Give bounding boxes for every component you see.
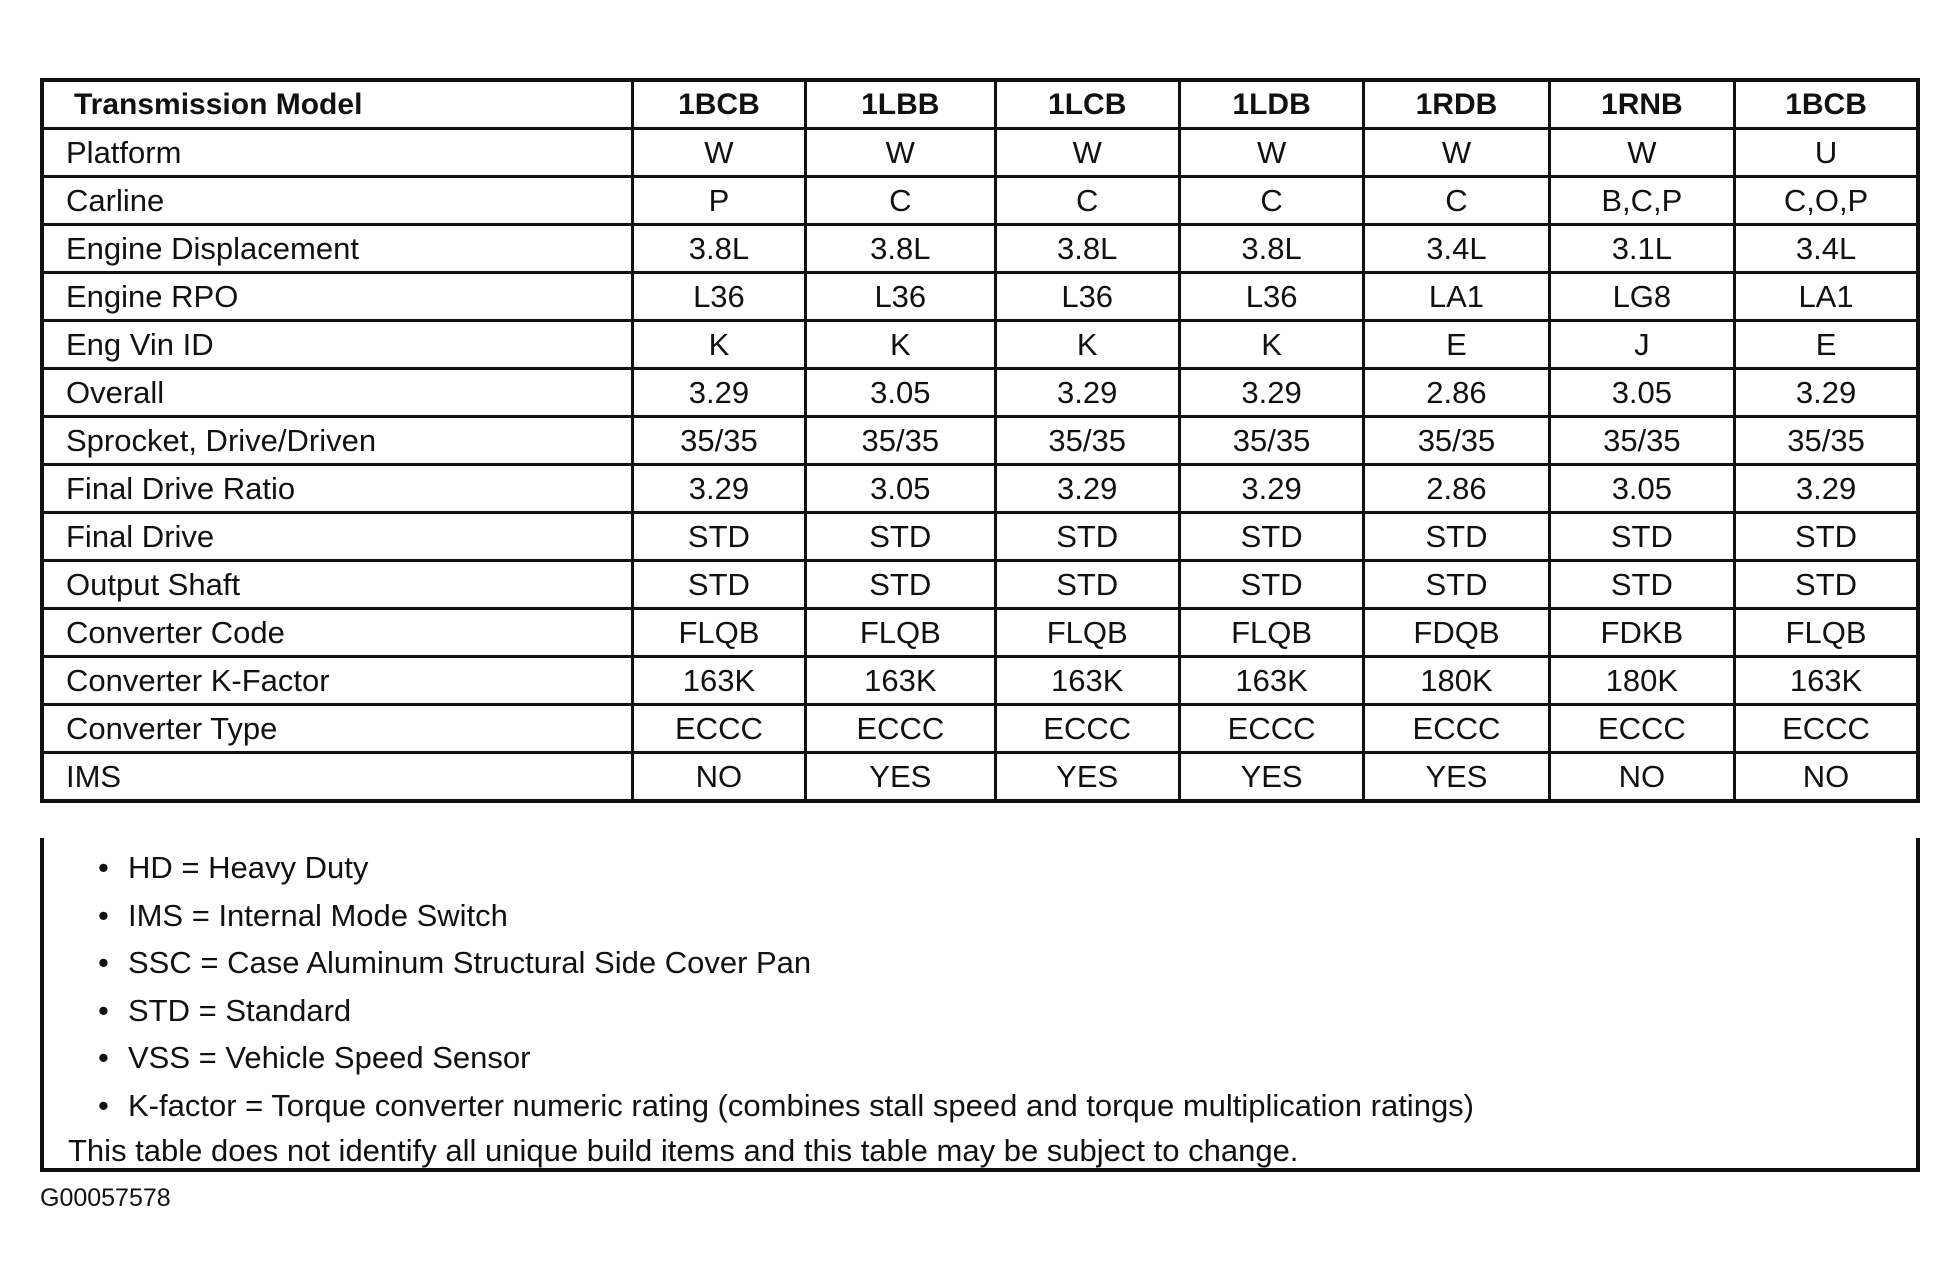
row-label-cell: Carline [42,177,632,225]
value-cell: STD [1735,513,1918,561]
value-cell: W [806,129,995,177]
table-row [42,225,1918,273]
value-cell: U [1735,129,1918,177]
list-item [98,892,1916,940]
value-cell: K [1179,321,1363,369]
value-cell: C [1364,177,1549,225]
row-label-cell: Sprocket, Drive/Driven [42,417,632,465]
value-cell: C [995,177,1179,225]
value-cell: STD [806,513,995,561]
value-cell: ECCC [1179,705,1363,753]
value-cell: 3.4L [1735,225,1918,273]
table-row [42,465,1918,513]
value-cell: STD [995,513,1179,561]
table-row [42,369,1918,417]
row-label-cell: Final Drive Ratio [42,465,632,513]
table-row [42,321,1918,369]
value-cell: 35/35 [1364,417,1549,465]
value-cell: STD [1549,513,1734,561]
value-cell: ECCC [806,705,995,753]
value-cell: W [1364,129,1549,177]
header-model-cell: 1BCB [632,80,805,129]
value-cell: NO [1735,753,1918,802]
header-model-cell: 1LBB [806,80,995,129]
row-label-cell: Engine RPO [42,273,632,321]
value-cell: FLQB [1735,609,1918,657]
value-cell: ECCC [1364,705,1549,753]
value-cell: 163K [806,657,995,705]
table-row [42,129,1918,177]
note-text: SSC = Case Aluminum Structural Side Cover Pan [128,945,812,980]
table-row [42,561,1918,609]
value-cell: FDKB [1549,609,1734,657]
value-cell: STD [1179,561,1363,609]
value-cell: LG8 [1549,273,1734,321]
value-cell: 3.29 [995,369,1179,417]
header-model-cell: 1RDB [1364,80,1549,129]
value-cell: 35/35 [632,417,805,465]
row-label-cell: Converter K-Factor [42,657,632,705]
table-row [42,609,1918,657]
value-cell: 3.29 [632,465,805,513]
value-cell: W [632,129,805,177]
value-cell: 3.8L [632,225,805,273]
value-cell: ECCC [995,705,1179,753]
header-label-cell: Transmission Model [42,80,632,129]
bullet-icon: • [98,1087,109,1123]
value-cell: NO [1549,753,1734,802]
value-cell: 163K [1735,657,1918,705]
value-cell: 35/35 [1735,417,1918,465]
value-cell: NO [632,753,805,802]
value-cell: J [1549,321,1734,369]
value-cell: STD [632,561,805,609]
value-cell: STD [1549,561,1734,609]
header-model-cell: 1BCB [1735,80,1918,129]
value-cell: W [1549,129,1734,177]
bullet-icon: • [98,897,109,933]
value-cell: STD [995,561,1179,609]
value-cell: 163K [632,657,805,705]
list-item [98,844,1916,892]
row-label-cell: Eng Vin ID [42,321,632,369]
figure-id: G00057578 [40,1184,171,1212]
value-cell: L36 [806,273,995,321]
header-model-cell: 1LCB [995,80,1179,129]
bullet-icon: • [98,1040,109,1075]
value-cell: YES [995,753,1179,802]
value-cell: 163K [1179,657,1363,705]
list-item [98,939,1916,987]
list-item [98,1082,1916,1130]
note-text: IMS = Internal Mode Switch [128,897,508,933]
row-label-cell: Output Shaft [42,561,632,609]
value-cell: K [995,321,1179,369]
value-cell: 3.05 [1549,369,1734,417]
bullet-icon: • [98,945,109,980]
value-cell: W [1179,129,1363,177]
value-cell: 3.29 [1179,369,1363,417]
value-cell: 3.29 [632,369,805,417]
list-item [98,987,1916,1035]
table-row [42,513,1918,561]
row-label-cell: Converter Type [42,705,632,753]
row-label-cell: Engine Displacement [42,225,632,273]
value-cell: FDQB [1364,609,1549,657]
value-cell: 3.8L [995,225,1179,273]
value-cell: STD [1364,513,1549,561]
header-model-cell: 1RNB [1549,80,1734,129]
row-label-cell: Platform [42,129,632,177]
abbreviation-list [44,838,1916,1129]
value-cell: 180K [1549,657,1734,705]
value-cell: L36 [632,273,805,321]
value-cell: STD [806,561,995,609]
value-cell: STD [632,513,805,561]
value-cell: 3.4L [1364,225,1549,273]
bullet-icon: • [98,850,109,885]
value-cell: 2.86 [1364,465,1549,513]
note-text: STD = Standard [128,992,352,1028]
value-cell: E [1364,321,1549,369]
value-cell: K [632,321,805,369]
value-cell: 3.8L [806,225,995,273]
row-label-cell: Overall [42,369,632,417]
bullet-icon: • [98,992,109,1028]
value-cell: E [1735,321,1918,369]
value-cell: YES [1364,753,1549,802]
value-cell: STD [1179,513,1363,561]
notes-box [40,838,1920,1172]
value-cell: 3.29 [1179,465,1363,513]
value-cell: C,O,P [1735,177,1918,225]
value-cell: K [806,321,995,369]
value-cell: 3.29 [1735,369,1918,417]
table-row [42,753,1918,802]
value-cell: 3.1L [1549,225,1734,273]
value-cell: B,C,P [1549,177,1734,225]
value-cell: 3.8L [1179,225,1363,273]
value-cell: YES [806,753,995,802]
value-cell: P [632,177,805,225]
disclaimer-text: This table does not identify all unique build items and this table may be subject to change. [68,1133,1299,1168]
value-cell: STD [1735,561,1918,609]
table-row [42,705,1918,753]
value-cell: ECCC [632,705,805,753]
table-row [42,657,1918,705]
table-body [42,129,1918,802]
row-label-cell: IMS [42,753,632,802]
note-text: HD = Heavy Duty [128,850,369,885]
value-cell: FLQB [995,609,1179,657]
table-row [42,177,1918,225]
value-cell: 35/35 [1549,417,1734,465]
note-text: K-factor = Torque converter numeric rating (combines stall speed and torque multiplication ratings) [128,1087,1475,1123]
value-cell: FLQB [632,609,805,657]
value-cell: ECCC [1549,705,1734,753]
value-cell: STD [1364,561,1549,609]
value-cell: 35/35 [1179,417,1363,465]
value-cell: L36 [995,273,1179,321]
row-label-cell: Converter Code [42,609,632,657]
list-item [98,1034,1916,1082]
value-cell: LA1 [1735,273,1918,321]
value-cell: 3.05 [806,369,995,417]
value-cell: C [806,177,995,225]
table-header-row [42,80,1918,129]
value-cell: YES [1179,753,1363,802]
transmission-spec-table [40,78,1920,803]
value-cell: W [995,129,1179,177]
value-cell: 35/35 [806,417,995,465]
value-cell: 163K [995,657,1179,705]
value-cell: LA1 [1364,273,1549,321]
table-row [42,273,1918,321]
row-label-cell: Final Drive [42,513,632,561]
value-cell: L36 [1179,273,1363,321]
value-cell: C [1179,177,1363,225]
value-cell: 35/35 [995,417,1179,465]
table-row [42,417,1918,465]
value-cell: 3.29 [1735,465,1918,513]
value-cell: 3.05 [806,465,995,513]
value-cell: FLQB [806,609,995,657]
value-cell: ECCC [1735,705,1918,753]
value-cell: 180K [1364,657,1549,705]
note-text: VSS = Vehicle Speed Sensor [128,1040,531,1075]
value-cell: 3.05 [1549,465,1734,513]
value-cell: FLQB [1179,609,1363,657]
header-model-cell: 1LDB [1179,80,1363,129]
value-cell: 2.86 [1364,369,1549,417]
value-cell: 3.29 [995,465,1179,513]
